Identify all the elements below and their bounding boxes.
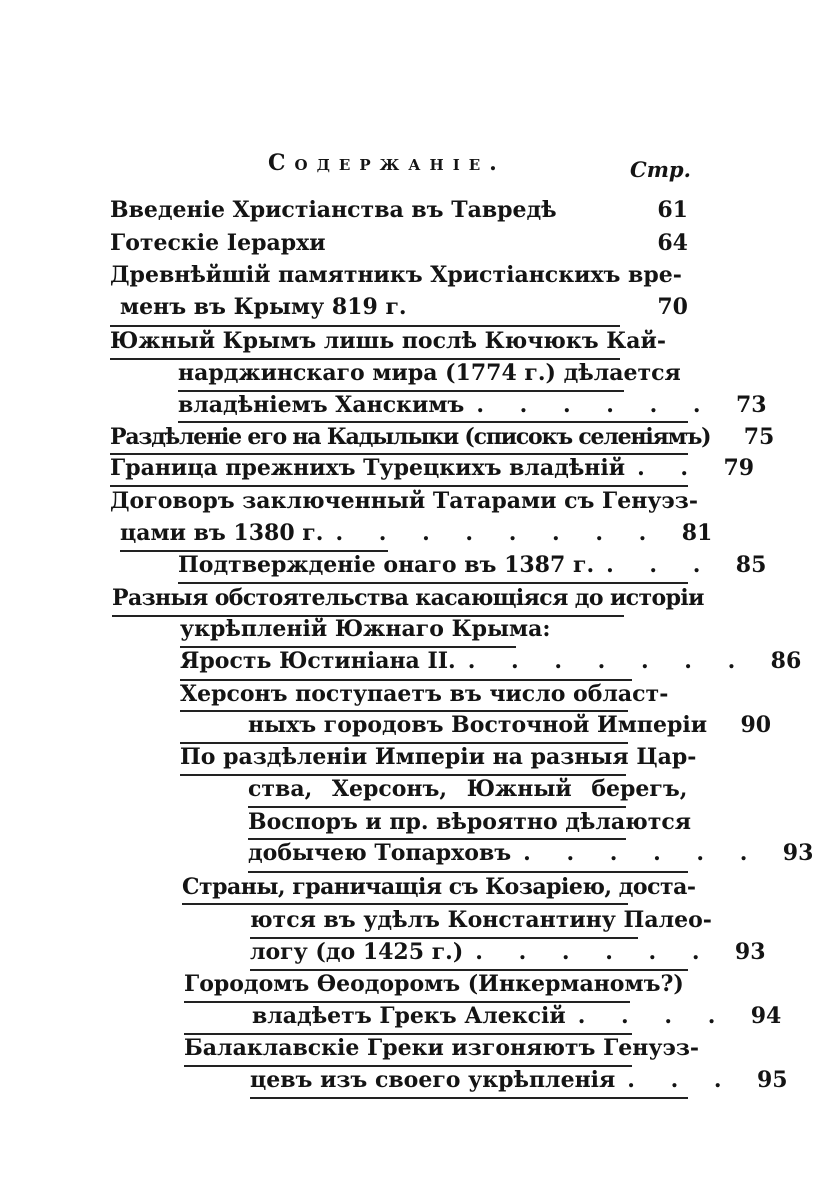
toc-entry [110,324,688,358]
toc-entry-text: Херсонъ поступаетъ въ число област- [180,681,669,707]
toc-entry [180,677,688,711]
toc-entry [112,581,704,615]
toc-entry-text: логу (до 1425 г.) [250,939,464,965]
toc-entry-text: Южный Крымъ лишь послѣ Кючюкъ Кай- [110,328,667,354]
toc-entry [120,516,713,550]
toc-entry [180,740,697,774]
toc-page-number: 85 [735,552,767,578]
toc-page-number: 90 [740,712,772,738]
toc-entry [110,193,688,227]
toc-entry-text: цевъ изъ своего укрѣпленія [250,1067,616,1093]
toc-entry [250,935,766,969]
toc-leader-dots: . . . . [577,1003,730,1029]
toc-leader-dots: . . . . . . . [467,648,750,674]
toc-leader-dots: . . [637,455,703,481]
toc-entry [110,484,698,518]
toc-entry-text: владѣетъ Грекъ Алексій [252,1003,566,1029]
toc-leader-dots: . . . [627,1067,736,1093]
toc-page-number: 93 [782,840,814,866]
toc-page-number: 61 [657,197,688,223]
toc-entry-text: Балаклавскіе Греки изгоняютъ Генуэз- [184,1035,700,1061]
toc-entry-text: владѣніемъ Ханскимъ [178,392,465,418]
toc-entry [182,870,696,904]
toc-entry-text: Воспоръ и пр. вѣроятно дѣлаются [248,809,692,835]
toc-entry [110,420,775,454]
toc-page-number: 81 [681,520,713,546]
toc-entry-text: ства, Херсонъ, Южный берегъ, [248,776,688,802]
toc-leader-dots: . . . . . . [476,392,715,418]
toc-entry-text: ныхъ городовъ Восточной Имперіи [248,712,708,738]
toc-entry [180,612,688,646]
toc-page-number: 95 [756,1067,788,1093]
toc-entry-text: Введеніе Христіанства въ Тавредѣ [110,197,557,223]
toc-entry-text: Готескіе Іерархи [110,230,326,256]
toc-entry-text: Граница прежнихъ Турецкихъ владѣній [110,455,626,481]
toc-page-number: 79 [723,455,755,481]
toc-entry-text: укрѣпленій Южнаго Крыма: [180,616,551,642]
toc-entry [184,1031,700,1065]
toc-entry-text: нарджинскаго мира (1774 г.) дѣлается [178,360,681,386]
toc-entry-text: Раздѣленіе его на Кадылыки (списокъ селеніямъ) [110,424,711,450]
toc-entry [184,967,688,1001]
toc-page-number: 94 [750,1003,782,1029]
toc-entry [178,388,767,422]
toc-entry-text: Договоръ заключенный Татарами съ Генуэз- [110,488,698,514]
toc-page-number: 93 [734,939,766,965]
toc-entry [180,644,802,678]
toc-page-number: 75 [743,424,775,450]
page-column-label: Стр. [630,157,691,182]
toc-entry [250,1063,788,1097]
toc-entry [120,290,688,324]
toc-entry [250,903,712,937]
toc-page-number: 73 [735,392,767,418]
toc-leader-dots: . . . . . . [523,840,762,866]
toc-page-number: 86 [770,648,802,674]
toc-entry-text: Разныя обстоятельства касающіяся до исторіи [112,585,704,611]
entry-rule [250,1097,688,1099]
toc-entry [248,805,692,839]
toc-entry-text: По раздѣленіи Имперіи на разныя Цар- [180,744,697,770]
toc-entry [178,356,688,390]
toc-entry [110,258,688,292]
toc-entry-text: Ярость Юстиніана II. [180,648,456,674]
page-title: Содержаніе. [268,150,506,176]
toc-entry-text: менъ въ Крыму 819 г. [120,294,407,320]
toc-page-number: 70 [657,294,688,320]
toc-leader-dots: . . . . . . . . [335,520,661,546]
toc-entry [178,548,767,582]
toc-entry-text: цами въ 1380 г. [120,520,324,546]
toc-leader-dots: . . . [606,552,715,578]
toc-page-number: 64 [657,230,688,256]
toc-entry [248,708,772,742]
toc-entry-text: Страны, граничащія съ Козаріею, доста- [182,874,696,900]
toc-entry [110,226,688,260]
toc-entry [252,999,782,1033]
toc-entry-text: добычею Топарховъ [248,840,512,866]
toc-entry-text: Городомъ Ѳеодоромъ (Инкерманомъ?) [184,971,684,997]
toc-entry-text: Древнѣйшій памятникъ Христіанскихъ вре- [110,262,682,288]
toc-entry [110,451,755,485]
toc-entry [248,772,688,806]
toc-entry [248,836,814,870]
toc-entry-text: ются въ удѣлъ Константину Палео- [250,907,712,933]
toc-entry-text: Подтвержденіе онаго въ 1387 г. [178,552,595,578]
toc-leader-dots: . . . . . . [475,939,714,965]
